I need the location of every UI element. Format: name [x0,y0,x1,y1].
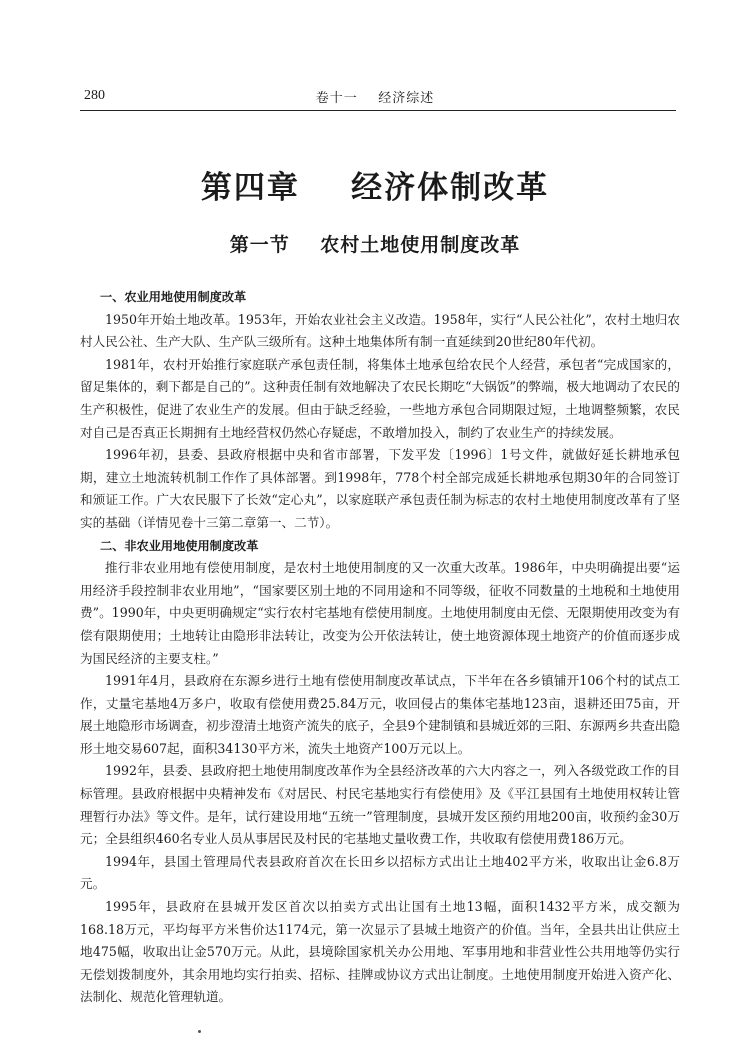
paragraph: 1994年，县国土管理局代表县政府首次在长田乡以招标方式出让土地402平方米，收取出让金6.8万元。 [80,853,680,892]
paragraph: 1981年，农村开始推行家庭联产承包责任制，将集体土地承包给农民个人经营，承包者“完成国家的，留足集体的，剩下都是自己的”。这种责任制有效地解决了农民长期吃“大锅饭”的弊端，极大地调动了农民的生产积极性，促进了农业生产的发展。但由于缺乏经验，一些地方承包合同期限过短，土地调整频繁，农民对自己是否真正长期拥有土地经营权仍然心存疑虑，不敢增加投入，制约了农业生产的持续发展。 [80,356,680,440]
paragraph: 推行非农业用地有偿使用制度，是农村土地使用制度的又一次重大改革。1986年，中央明确提出要“运用经济手段控制非农业用地”，“国家要区别土地的不同用途和不同等级，征收不同数量的土地税和土地使用费”。1990年，中央更明确规定“实行农村宅基地有偿使用制度。土地使用制度由无偿、无限期使用改变为有偿有限期使用；土地转让由隐形非法转让，改变为公开依法转让，使土地资源体现土地资产的价值而逐步成为国民经济的主要支柱。” [80,560,680,666]
page-number: 280 [84,88,105,103]
paragraph: 1992年，县委、县政府把土地使用制度改革作为全县经济改革的六大内容之一，列入各级党政工作的目标管理。县政府根据中央精神发布《对居民、村民宅基地实行有偿使用》及《平江县国有土地使用权转让管理暂行办法》等文件。是年，试行建设用地“五统一”管理制度，县城开发区预约用地200亩，收预约金30万元；全县组织460名专业人员从事居民及村民的宅基地丈量收费工作，共收取有偿使用费186万元。 [80,763,680,847]
section-title: 第一节 农村土地使用制度改革 [229,234,521,256]
page-header [80,86,670,106]
body-text [80,286,680,1009]
paragraph: 1996年初，县委、县政府根据中央和省市部署，下发平发〔1996〕1号文件，就做好延长耕地承包期，建立土地流转机制工作作了具体部署。到1998年，778个村全部完成延长耕地承包期30年的合同签订和颁证工作。广大农民服下了长效“定心丸”，以家庭联产承包责任制为标志的农村土地使用制度改革有了坚实的基础（详情见卷十三第二章第一、二节）。 [80,447,680,530]
paragraph: 1950年开始土地改革。1953年，开始农业社会主义改造。1958年，实行“人民公社化”，农村土地归农村人民公社、生产大队、生产队三级所有。这种土地集体所有制一直延续到20世纪80年代初。 [80,311,680,350]
header-rule [80,110,676,111]
paragraph: 1991年4月，县政府在东源乡进行土地有偿使用制度改革试点，下半年在各乡镇铺开106个村的试点工作，丈量宅基地4万多户，收取有偿使用费25.84万元，收回侵占的集体宅基地123亩，退耕还田75亩，开展土地隐形市场调查，初步澄清土地资产流失的底子，全县9个建制镇和县城近郊的三阳、东源两乡共查出隐形土地交易607起，面积34130平方米，流失土地资产100万元以上。 [80,673,680,756]
paragraph: 1995年，县政府在县城开发区首次以拍卖方式出让国有土地13幅，面积1432平方米，成交额为168.18万元，平均每平方米售价达1174元，第一次显示了县城土地资产的价值。当年，全县共出让供应土地475幅，收取出让金570万元。从此，县境除国家机关办公用地、军事用地和非营业性公共用地等仍实行无偿划拨制度外，其余用地均实行拍卖、招标、挂牌或协议方式出让制度。土地使用制度开始进入资产化、法制化、规范化管理轨道。 [80,899,680,1005]
running-title: 卷十一 经济综述 [315,91,435,106]
chapter-title: 第四章 经济体制改革 [200,170,550,206]
subheading-agricultural-land: 一、农业用地使用制度改革 [100,290,247,304]
scan-speck [198,1030,201,1033]
subheading-non-agricultural-land: 二、非农业用地使用制度改革 [100,538,259,553]
